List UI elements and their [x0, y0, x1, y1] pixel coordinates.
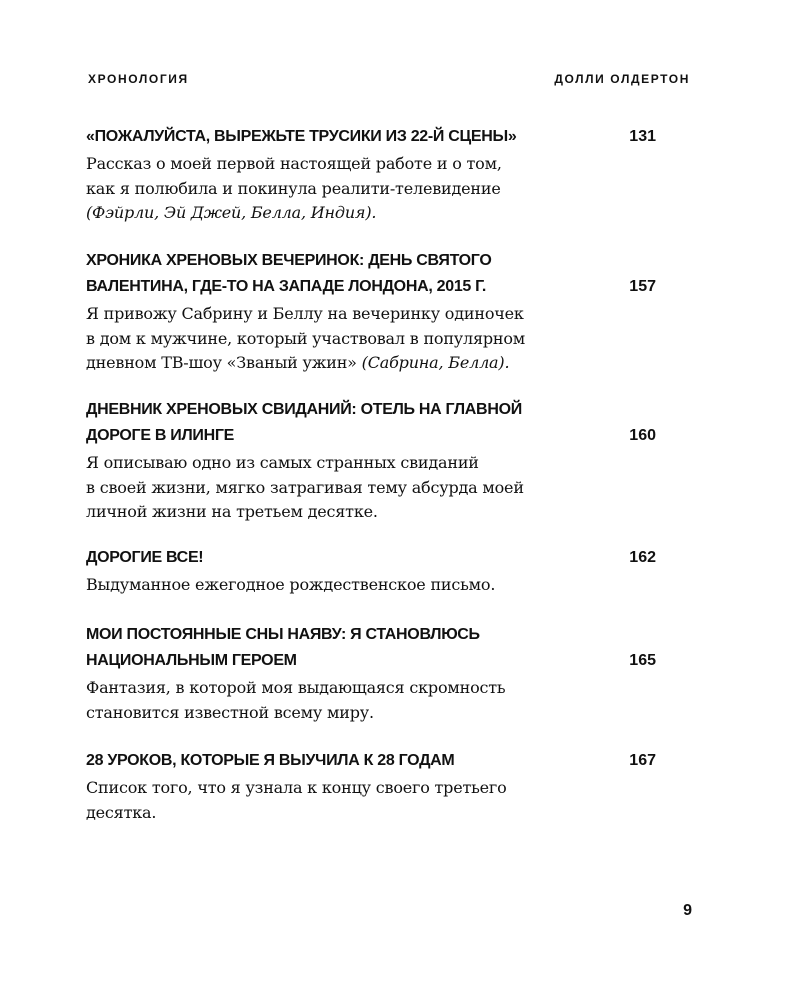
toc-entry-heading: [86, 622, 656, 674]
toc-entry-title: ДОРОГИЕ ВСЕ!: [86, 549, 204, 566]
toc-entry-title: МОИ ПОСТОЯННЫЕ СНЫ НАЯВУ: Я СТАНОВЛЮСЬ НАЦИОНАЛЬНЫМ ГЕРОЕМ: [86, 626, 480, 669]
toc-entry-description: Я описываю одно из самых странных свиданий в своей жизни, мягко затрагивая тему абсурда моей личной жизни на третьем десятке.: [86, 453, 524, 522]
toc-entry-heading: [86, 748, 656, 774]
running-head-author: ДОЛЛИ ОЛДЕРТОН: [554, 72, 690, 86]
toc-entry: [86, 124, 656, 226]
toc-entry-heading: [86, 124, 656, 150]
toc-entry-page-number: 131: [629, 128, 656, 145]
toc-entry-title: «ПОЖАЛУЙСТА, ВЫРЕЖЬТЕ ТРУСИКИ ИЗ 22-Й СЦЕНЫ»: [86, 128, 517, 145]
toc-entry-description: Выдуманное ежегодное рождественское письмо.: [86, 575, 496, 594]
toc-entry-page-number: 165: [629, 652, 656, 669]
running-head-section: ХРОНОЛОГИЯ: [88, 72, 189, 86]
toc-entry-description: Я привожу Сабрину и Беллу на вечеринку одиночек в дом к мужчине, который участвовал в популярном дневном ТВ-шоу «Званый ужин» (Сабрина, Белла).: [86, 304, 526, 373]
toc-entry-description: Список того, что я узнала к концу своего третьего десятка.: [86, 778, 507, 822]
toc-entry: [86, 248, 656, 376]
toc-entry: [86, 748, 656, 825]
toc-entry: [86, 545, 656, 598]
toc-entry-description: Фантазия, в которой моя выдающаяся скромность становится известной всему миру.: [86, 678, 506, 722]
toc-entry: [86, 397, 656, 525]
toc-entry-description: Рассказ о моей первой настоящей работе и о том, как я полюбила и покинула реалити-телевидение (Фэйрли, Эй Джей, Белла, Индия).: [86, 154, 502, 223]
page-number: 9: [683, 902, 692, 919]
toc-entry-page-number: 160: [629, 427, 656, 444]
toc-entry-title: 28 УРОКОВ, КОТОРЫЕ Я ВЫУЧИЛА К 28 ГОДАМ: [86, 752, 455, 769]
toc-entry-heading: [86, 545, 656, 571]
toc-entry-characters: (Сабрина, Белла).: [361, 353, 510, 373]
toc-entry-title: ДНЕВНИК ХРЕНОВЫХ СВИДАНИЙ: ОТЕЛЬ НА ГЛАВНОЙ ДОРОГЕ В ИЛИНГЕ: [86, 401, 522, 444]
toc-entry-title: ХРОНИКА ХРЕНОВЫХ ВЕЧЕРИНОК: ДЕНЬ СВЯТОГО ВАЛЕНТИНА, ГДЕ-ТО НА ЗАПАДЕ ЛОНДОНА, 2015 Г.: [86, 252, 492, 295]
toc-entry: [86, 622, 656, 725]
toc-entry-page-number: 167: [629, 752, 656, 769]
toc-entry-page-number: 162: [629, 549, 656, 566]
toc-entry-heading: [86, 397, 656, 449]
toc-entry-page-number: 157: [629, 278, 656, 295]
toc-entry-heading: [86, 248, 656, 300]
toc-entry-characters: (Фэйрли, Эй Джей, Белла, Индия).: [86, 203, 377, 223]
